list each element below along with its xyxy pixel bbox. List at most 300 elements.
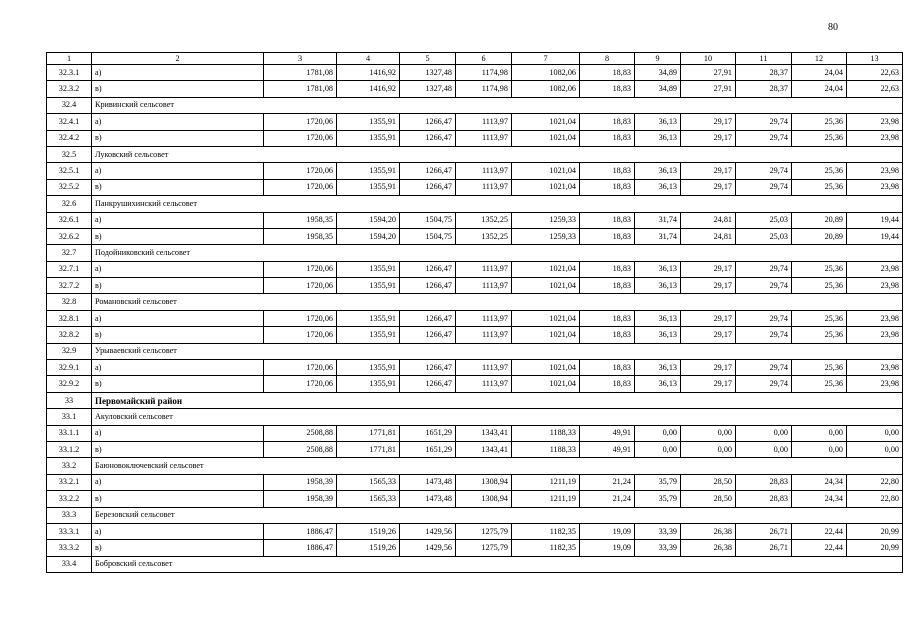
section-row [47, 556, 903, 572]
value-cell: 1958,35 [264, 228, 337, 244]
row-code: 32.7.1 [47, 261, 92, 277]
value-cell: 1275,79 [456, 540, 512, 556]
value-cell: 1416,92 [337, 81, 400, 97]
table-row [47, 163, 903, 179]
value-cell: 1266,47 [400, 278, 456, 294]
value-cell: 1355,91 [337, 327, 400, 343]
value-cell: 1781,08 [264, 81, 337, 97]
section-title: Бобровский сельсовет [92, 556, 903, 572]
value-cell: 1266,47 [400, 130, 456, 146]
table-row [47, 491, 903, 507]
value-cell: 1082,06 [512, 81, 580, 97]
value-cell: 29,74 [736, 130, 792, 146]
value-cell: 1113,97 [456, 179, 512, 195]
value-cell: 36,13 [635, 261, 681, 277]
value-cell: 1473,48 [400, 491, 456, 507]
table-row [47, 360, 903, 376]
value-cell: 49,91 [580, 425, 635, 441]
value-cell: 1343,41 [456, 425, 512, 441]
value-cell: 1720,06 [264, 327, 337, 343]
page-number: 80 [828, 22, 838, 33]
section-title: Романовский сельсовет [92, 294, 903, 310]
value-cell: 1113,97 [456, 278, 512, 294]
value-cell: 1266,47 [400, 261, 456, 277]
section-title: Баюновоключевский сельсовет [92, 458, 903, 474]
value-cell: 1113,97 [456, 114, 512, 130]
section-row [47, 294, 903, 310]
section-title: Акуловский сельсовет [92, 409, 903, 425]
value-cell: 0,00 [792, 441, 847, 457]
row-label: а) [92, 212, 264, 228]
row-code: 33.3.2 [47, 540, 92, 556]
value-cell: 1504,75 [400, 212, 456, 228]
value-cell: 29,17 [681, 130, 736, 146]
value-cell: 36,13 [635, 376, 681, 392]
value-cell: 26,71 [736, 540, 792, 556]
table-row [47, 474, 903, 490]
row-code: 33.4 [47, 556, 92, 572]
row-code: 33.3 [47, 507, 92, 523]
value-cell: 18,83 [580, 261, 635, 277]
row-code: 32.9.2 [47, 376, 92, 392]
row-code: 32.6 [47, 196, 92, 212]
value-cell: 0,00 [736, 425, 792, 441]
value-cell: 18,83 [580, 163, 635, 179]
value-cell: 23,98 [847, 310, 903, 326]
section-title: Березовский сельсовет [92, 507, 903, 523]
row-label: а) [92, 114, 264, 130]
value-cell: 1113,97 [456, 310, 512, 326]
value-cell: 23,98 [847, 360, 903, 376]
value-cell: 24,34 [792, 474, 847, 490]
column-header: 4 [337, 53, 400, 65]
column-header: 6 [456, 53, 512, 65]
value-cell: 20,99 [847, 540, 903, 556]
table-row [47, 376, 903, 392]
table-row [47, 212, 903, 228]
row-label: а) [92, 65, 264, 81]
column-header: 7 [512, 53, 580, 65]
value-cell: 23,98 [847, 163, 903, 179]
value-cell: 23,98 [847, 130, 903, 146]
value-cell: 36,13 [635, 360, 681, 376]
column-header: 9 [635, 53, 681, 65]
value-cell: 1565,33 [337, 491, 400, 507]
value-cell: 1266,47 [400, 360, 456, 376]
value-cell: 0,00 [847, 441, 903, 457]
value-cell: 29,74 [736, 114, 792, 130]
table-row [47, 327, 903, 343]
value-cell: 1021,04 [512, 261, 580, 277]
value-cell: 28,37 [736, 65, 792, 81]
value-cell: 36,13 [635, 179, 681, 195]
value-cell: 26,71 [736, 523, 792, 539]
row-code: 33.1.1 [47, 425, 92, 441]
value-cell: 1886,47 [264, 540, 337, 556]
row-code: 32.5 [47, 146, 92, 162]
value-cell: 28,50 [681, 491, 736, 507]
value-cell: 1327,48 [400, 81, 456, 97]
value-cell: 25,36 [792, 114, 847, 130]
value-cell: 1174,98 [456, 81, 512, 97]
value-cell: 29,74 [736, 179, 792, 195]
row-code: 32.5.1 [47, 163, 92, 179]
value-cell: 25,36 [792, 179, 847, 195]
value-cell: 29,74 [736, 261, 792, 277]
value-cell: 1021,04 [512, 130, 580, 146]
value-cell: 35,79 [635, 491, 681, 507]
value-cell: 1355,91 [337, 310, 400, 326]
value-cell: 1355,91 [337, 179, 400, 195]
value-cell: 18,83 [580, 228, 635, 244]
value-cell: 1720,06 [264, 130, 337, 146]
value-cell: 29,17 [681, 278, 736, 294]
value-cell: 28,83 [736, 491, 792, 507]
row-label: в) [92, 540, 264, 556]
value-cell: 24,04 [792, 65, 847, 81]
value-cell: 23,98 [847, 376, 903, 392]
table-row [47, 228, 903, 244]
table-row [47, 114, 903, 130]
value-cell: 25,36 [792, 278, 847, 294]
value-cell: 25,36 [792, 310, 847, 326]
tariff-table [46, 52, 903, 573]
section-title: Первомайский район [92, 392, 903, 408]
row-label: в) [92, 179, 264, 195]
value-cell: 1720,06 [264, 278, 337, 294]
value-cell: 1720,06 [264, 376, 337, 392]
row-code: 32.9.1 [47, 360, 92, 376]
value-cell: 23,98 [847, 327, 903, 343]
value-cell: 1594,20 [337, 228, 400, 244]
row-code: 32.7.2 [47, 278, 92, 294]
value-cell: 1021,04 [512, 327, 580, 343]
value-cell: 29,17 [681, 376, 736, 392]
value-cell: 1259,33 [512, 212, 580, 228]
row-code: 33.1.2 [47, 441, 92, 457]
value-cell: 1720,06 [264, 163, 337, 179]
value-cell: 1266,47 [400, 163, 456, 179]
value-cell: 1355,91 [337, 360, 400, 376]
column-header: 3 [264, 53, 337, 65]
row-code: 32.4.2 [47, 130, 92, 146]
value-cell: 28,50 [681, 474, 736, 490]
value-cell: 1021,04 [512, 360, 580, 376]
column-header: 12 [792, 53, 847, 65]
row-label: в) [92, 327, 264, 343]
row-code: 32.3.2 [47, 81, 92, 97]
section-title: Урываевский сельсовет [92, 343, 903, 359]
value-cell: 1113,97 [456, 130, 512, 146]
value-cell: 1308,94 [456, 474, 512, 490]
value-cell: 1275,79 [456, 523, 512, 539]
value-cell: 1021,04 [512, 163, 580, 179]
column-header: 10 [681, 53, 736, 65]
value-cell: 25,36 [792, 163, 847, 179]
value-cell: 36,13 [635, 114, 681, 130]
value-cell: 36,13 [635, 130, 681, 146]
value-cell: 1958,35 [264, 212, 337, 228]
value-cell: 0,00 [635, 425, 681, 441]
table-row [47, 540, 903, 556]
value-cell: 29,74 [736, 360, 792, 376]
row-code: 32.5.2 [47, 179, 92, 195]
value-cell: 1355,91 [337, 114, 400, 130]
value-cell: 19,44 [847, 228, 903, 244]
value-cell: 19,09 [580, 540, 635, 556]
value-cell: 22,63 [847, 65, 903, 81]
value-cell: 29,17 [681, 360, 736, 376]
value-cell: 2508,88 [264, 425, 337, 441]
value-cell: 23,98 [847, 278, 903, 294]
value-cell: 1720,06 [264, 261, 337, 277]
value-cell: 1343,41 [456, 441, 512, 457]
value-cell: 25,36 [792, 360, 847, 376]
value-cell: 18,83 [580, 278, 635, 294]
value-cell: 29,17 [681, 179, 736, 195]
value-cell: 1355,91 [337, 130, 400, 146]
row-code: 33 [47, 392, 92, 408]
value-cell: 29,74 [736, 376, 792, 392]
row-label: в) [92, 376, 264, 392]
value-cell: 0,00 [792, 425, 847, 441]
value-cell: 25,36 [792, 327, 847, 343]
value-cell: 1113,97 [456, 360, 512, 376]
value-cell: 36,13 [635, 327, 681, 343]
row-code: 32.8.1 [47, 310, 92, 326]
value-cell: 22,80 [847, 474, 903, 490]
value-cell: 1594,20 [337, 212, 400, 228]
section-row [47, 507, 903, 523]
section-row [47, 409, 903, 425]
row-code: 32.4.1 [47, 114, 92, 130]
value-cell: 29,74 [736, 278, 792, 294]
value-cell: 25,36 [792, 130, 847, 146]
value-cell: 1266,47 [400, 376, 456, 392]
value-cell: 18,83 [580, 130, 635, 146]
value-cell: 1021,04 [512, 179, 580, 195]
value-cell: 1327,48 [400, 65, 456, 81]
value-cell: 0,00 [681, 425, 736, 441]
section-row [47, 245, 903, 261]
value-cell: 18,83 [580, 212, 635, 228]
value-cell: 22,44 [792, 523, 847, 539]
value-cell: 1082,06 [512, 65, 580, 81]
row-label: а) [92, 523, 264, 539]
value-cell: 1429,56 [400, 523, 456, 539]
value-cell: 33,39 [635, 540, 681, 556]
value-cell: 1259,33 [512, 228, 580, 244]
row-code: 33.2.2 [47, 491, 92, 507]
value-cell: 21,24 [580, 474, 635, 490]
value-cell: 1308,94 [456, 491, 512, 507]
row-label: в) [92, 228, 264, 244]
table-row [47, 310, 903, 326]
table-row [47, 523, 903, 539]
value-cell: 0,00 [736, 441, 792, 457]
value-cell: 25,03 [736, 228, 792, 244]
value-cell: 1021,04 [512, 376, 580, 392]
value-cell: 20,89 [792, 212, 847, 228]
section-title: Кривинский сельсовет [92, 97, 903, 113]
value-cell: 22,80 [847, 491, 903, 507]
value-cell: 23,98 [847, 179, 903, 195]
row-label: а) [92, 310, 264, 326]
table-row [47, 278, 903, 294]
row-code: 32.9 [47, 343, 92, 359]
value-cell: 1355,91 [337, 261, 400, 277]
value-cell: 1266,47 [400, 114, 456, 130]
value-cell: 1473,48 [400, 474, 456, 490]
value-cell: 18,83 [580, 65, 635, 81]
value-cell: 27,91 [681, 65, 736, 81]
value-cell: 1113,97 [456, 327, 512, 343]
value-cell: 36,13 [635, 278, 681, 294]
value-cell: 24,81 [681, 228, 736, 244]
value-cell: 1266,47 [400, 310, 456, 326]
value-cell: 1720,06 [264, 114, 337, 130]
row-label: а) [92, 360, 264, 376]
table-row [47, 261, 903, 277]
value-cell: 1021,04 [512, 278, 580, 294]
value-cell: 1021,04 [512, 310, 580, 326]
section-title: Подойниковский сельсовет [92, 245, 903, 261]
value-cell: 25,03 [736, 212, 792, 228]
value-cell: 1113,97 [456, 163, 512, 179]
section-title: Луковский сельсовет [92, 146, 903, 162]
row-label: в) [92, 441, 264, 457]
table-row [47, 65, 903, 81]
value-cell: 0,00 [681, 441, 736, 457]
table-row [47, 441, 903, 457]
row-label: в) [92, 278, 264, 294]
column-header: 5 [400, 53, 456, 65]
value-cell: 18,83 [580, 376, 635, 392]
value-cell: 0,00 [847, 425, 903, 441]
value-cell: 19,09 [580, 523, 635, 539]
district-row [47, 392, 903, 408]
row-code: 32.3.1 [47, 65, 92, 81]
value-cell: 21,24 [580, 491, 635, 507]
value-cell: 1720,06 [264, 310, 337, 326]
value-cell: 1504,75 [400, 228, 456, 244]
value-cell: 1182,35 [512, 523, 580, 539]
value-cell: 49,91 [580, 441, 635, 457]
value-cell: 1781,08 [264, 65, 337, 81]
value-cell: 23,98 [847, 261, 903, 277]
header-row [47, 53, 903, 65]
value-cell: 36,13 [635, 310, 681, 326]
section-row [47, 196, 903, 212]
value-cell: 1519,26 [337, 540, 400, 556]
value-cell: 1266,47 [400, 327, 456, 343]
value-cell: 1958,39 [264, 491, 337, 507]
value-cell: 18,83 [580, 179, 635, 195]
section-row [47, 458, 903, 474]
column-header: 1 [47, 53, 92, 65]
value-cell: 18,83 [580, 114, 635, 130]
value-cell: 1771,81 [337, 425, 400, 441]
value-cell: 1519,26 [337, 523, 400, 539]
value-cell: 23,98 [847, 114, 903, 130]
section-row [47, 146, 903, 162]
value-cell: 18,83 [580, 327, 635, 343]
value-cell: 35,79 [635, 474, 681, 490]
value-cell: 29,74 [736, 310, 792, 326]
row-code: 32.7 [47, 245, 92, 261]
value-cell: 18,83 [580, 360, 635, 376]
value-cell: 29,17 [681, 327, 736, 343]
value-cell: 22,44 [792, 540, 847, 556]
value-cell: 0,00 [635, 441, 681, 457]
row-code: 33.3.1 [47, 523, 92, 539]
value-cell: 26,38 [681, 540, 736, 556]
value-cell: 1188,33 [512, 425, 580, 441]
value-cell: 1355,91 [337, 278, 400, 294]
value-cell: 28,83 [736, 474, 792, 490]
row-code: 32.6.1 [47, 212, 92, 228]
value-cell: 1958,39 [264, 474, 337, 490]
table-row [47, 179, 903, 195]
value-cell: 1211,19 [512, 491, 580, 507]
value-cell: 25,36 [792, 261, 847, 277]
value-cell: 29,17 [681, 114, 736, 130]
value-cell: 24,04 [792, 81, 847, 97]
value-cell: 1352,25 [456, 228, 512, 244]
value-cell: 1266,47 [400, 179, 456, 195]
row-code: 32.8 [47, 294, 92, 310]
value-cell: 1429,56 [400, 540, 456, 556]
section-row [47, 343, 903, 359]
row-label: в) [92, 81, 264, 97]
value-cell: 25,36 [792, 376, 847, 392]
value-cell: 1113,97 [456, 376, 512, 392]
value-cell: 1886,47 [264, 523, 337, 539]
value-cell: 1416,92 [337, 65, 400, 81]
value-cell: 18,83 [580, 81, 635, 97]
value-cell: 24,81 [681, 212, 736, 228]
row-code: 32.4 [47, 97, 92, 113]
value-cell: 19,44 [847, 212, 903, 228]
value-cell: 24,34 [792, 491, 847, 507]
row-code: 32.6.2 [47, 228, 92, 244]
value-cell: 29,17 [681, 163, 736, 179]
row-label: а) [92, 474, 264, 490]
column-header: 2 [92, 53, 264, 65]
row-code: 33.1 [47, 409, 92, 425]
value-cell: 28,37 [736, 81, 792, 97]
value-cell: 1355,91 [337, 376, 400, 392]
value-cell: 29,17 [681, 310, 736, 326]
value-cell: 18,83 [580, 310, 635, 326]
column-header: 13 [847, 53, 903, 65]
column-header: 8 [580, 53, 635, 65]
row-label: а) [92, 163, 264, 179]
column-header: 11 [736, 53, 792, 65]
value-cell: 31,74 [635, 228, 681, 244]
value-cell: 29,17 [681, 261, 736, 277]
value-cell: 1651,29 [400, 425, 456, 441]
value-cell: 1720,06 [264, 179, 337, 195]
value-cell: 31,74 [635, 212, 681, 228]
value-cell: 2508,88 [264, 441, 337, 457]
value-cell: 36,13 [635, 163, 681, 179]
value-cell: 1188,33 [512, 441, 580, 457]
row-code: 33.2.1 [47, 474, 92, 490]
value-cell: 1113,97 [456, 261, 512, 277]
value-cell: 1720,06 [264, 360, 337, 376]
value-cell: 33,39 [635, 523, 681, 539]
